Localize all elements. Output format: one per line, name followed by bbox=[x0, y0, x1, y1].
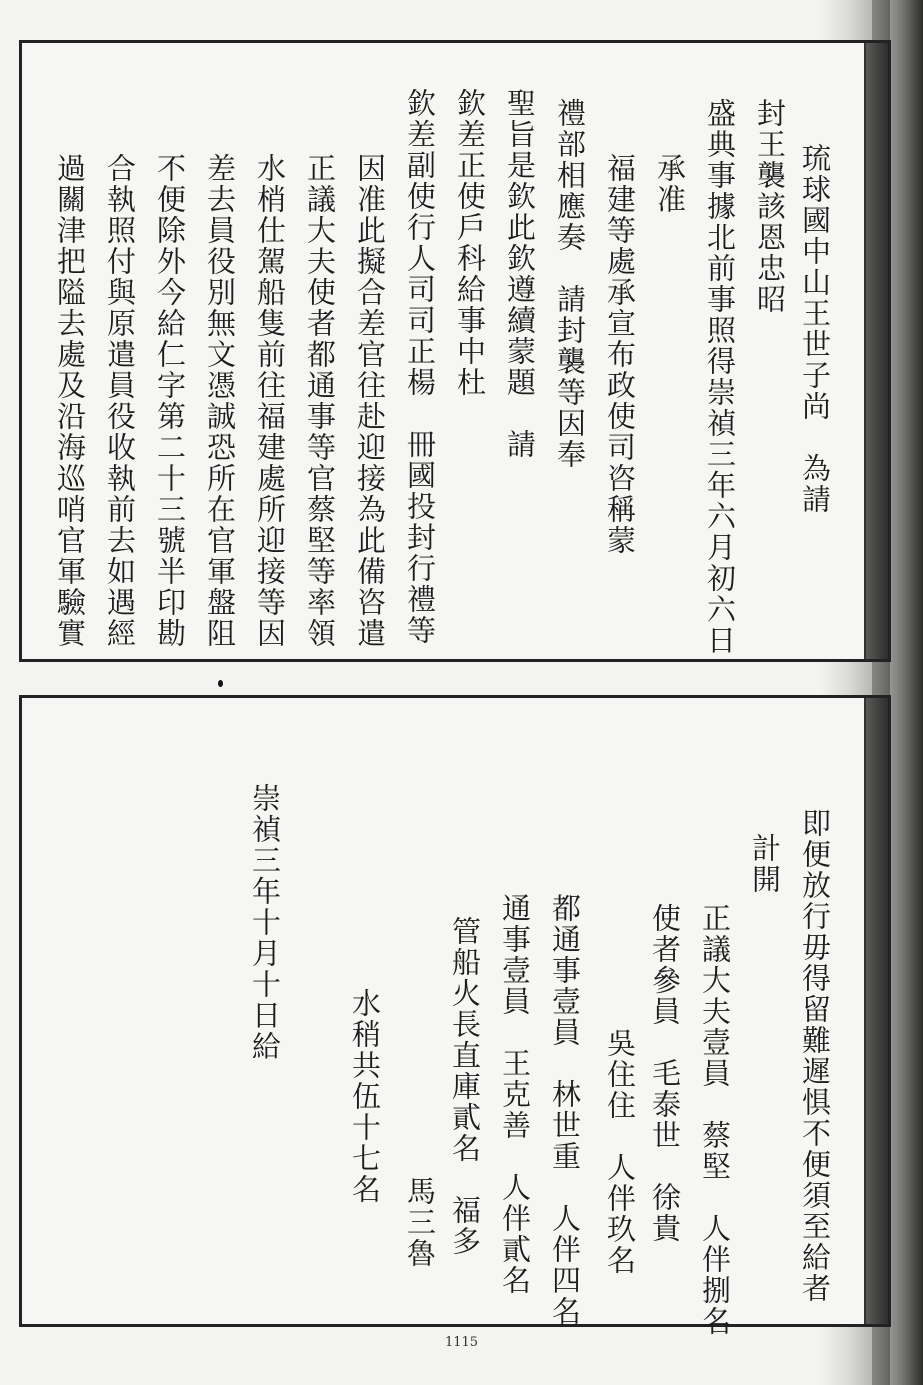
panel-edge-rail bbox=[864, 698, 888, 1324]
text-column: 吳住住 人伴玖名 bbox=[603, 1028, 637, 1276]
text-column: 欽差正使戶科給事中杜 bbox=[453, 88, 487, 398]
text-column: 即便放行毋得留難遲惧不便須至給者 bbox=[798, 808, 832, 1304]
document-panel-top bbox=[19, 40, 891, 662]
text-column: 不便除外今給仁字第二十三號半印勘 bbox=[153, 153, 187, 649]
text-column: 禮部相應奏 請封襲等因奉 bbox=[553, 98, 587, 470]
text-column: 琉球國中山王世子尚 為請 bbox=[798, 143, 832, 515]
date-column: 崇禎三年十月十日給 bbox=[248, 783, 282, 1062]
text-column: 合執照付與原遣員役收執前去如遇經 bbox=[103, 153, 137, 649]
text-column: 水梢仕駕船隻前往福建處所迎接等因 bbox=[253, 153, 287, 649]
text-column: 聖旨是欽此欽遵續蒙題 請 bbox=[503, 88, 537, 460]
text-column: 都通事壹員 林世重 人伴四名 bbox=[548, 893, 582, 1327]
text-column: 差去員役別無文憑誠恐所在官軍盤阻 bbox=[203, 153, 237, 649]
ink-dot bbox=[218, 680, 223, 687]
text-column: 馬三魯 bbox=[403, 1176, 437, 1269]
panel-edge-rail bbox=[864, 43, 888, 659]
text-column: 通事壹員 王克善 人伴貳名 bbox=[498, 893, 532, 1296]
text-column: 因准此擬合差官往赴迎接為此備咨遣 bbox=[353, 153, 387, 649]
text-column: 盛典事據北前事照得崇禎三年六月初六日 bbox=[703, 98, 737, 656]
text-column: 欽差副使行人司司正楊 冊國投封行禮等 bbox=[403, 88, 437, 646]
text-column: 水稍共伍十七名 bbox=[348, 988, 382, 1205]
text-column: 封王襲該恩忠昭 bbox=[753, 98, 787, 315]
document-panel-bottom bbox=[19, 695, 891, 1337]
text-column: 管船火長直庫貳名 福多 bbox=[448, 916, 482, 1257]
text-column: 使者參員 毛泰世 徐貴 bbox=[648, 903, 682, 1244]
text-column: 正議大夫壹員 蔡堅 人伴捌名 bbox=[698, 903, 732, 1337]
text-column: 福建等處承宣布政使司咨稱蒙 bbox=[603, 153, 637, 556]
text-column: 計開 bbox=[748, 833, 782, 895]
text-column: 正議大夫使者都通事等官蔡堅等率領 bbox=[303, 153, 337, 649]
text-column: 過關津把隘去處及沿海巡哨官軍驗實 bbox=[53, 153, 87, 649]
page-number: 1115 bbox=[444, 1335, 479, 1350]
text-column: 承准 bbox=[653, 153, 687, 215]
